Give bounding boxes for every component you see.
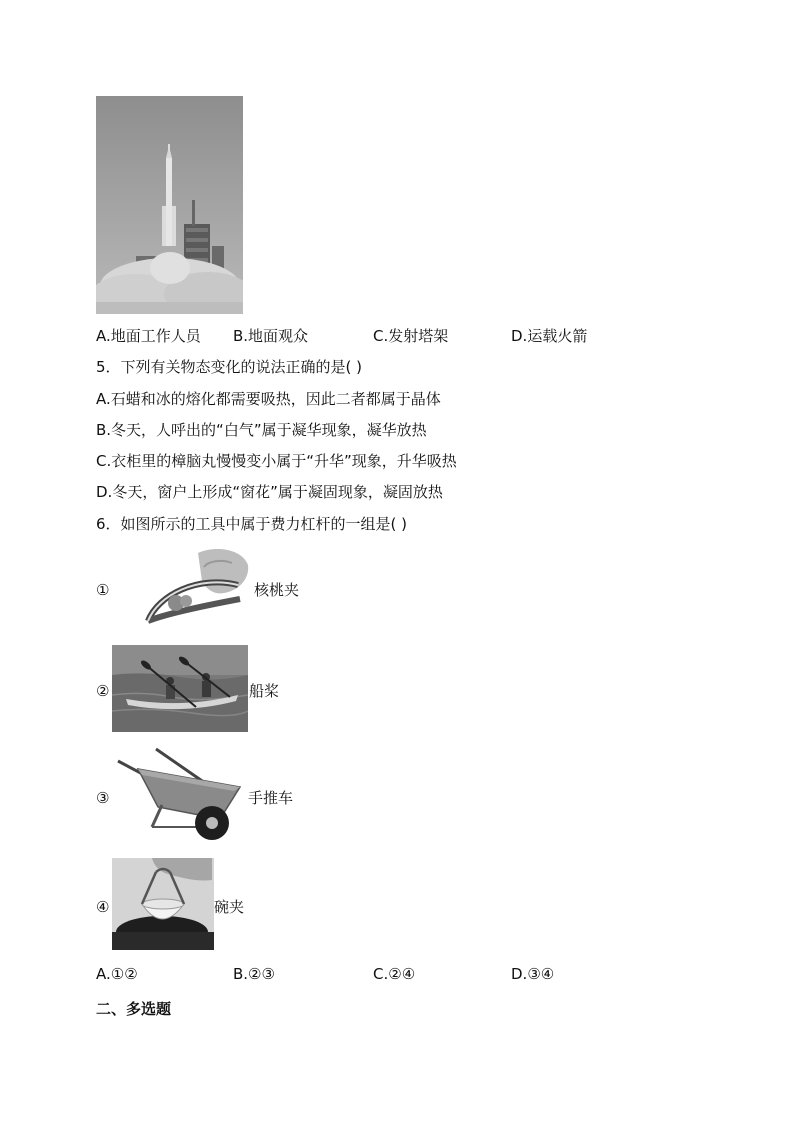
figure-label-4: 碗夹 bbox=[214, 898, 245, 916]
q4-option-a: A.地面工作人员 bbox=[96, 327, 201, 345]
figure-label-3: 手推车 bbox=[248, 789, 294, 807]
q5-option-a: A.石蜡和冰的熔化都需要吸热，因此二者都属于晶体 bbox=[96, 390, 441, 408]
q6-option-b: B.②③ bbox=[233, 965, 275, 983]
q6-option-c: C.②④ bbox=[373, 965, 416, 983]
figure-number-2: ② bbox=[96, 682, 110, 700]
q4-option-b: B.地面观众 bbox=[233, 327, 309, 345]
q6-stem: 6．如图所示的工具中属于费力杠杆的一组是( ) bbox=[96, 515, 408, 533]
q5-option-b: B.冬天，人呼出的“白气”属于凝华现象，凝华放热 bbox=[96, 421, 427, 439]
q4-option-d: D.运载火箭 bbox=[511, 327, 588, 345]
figure-number-1: ① bbox=[96, 581, 110, 599]
figure-number-4: ④ bbox=[96, 898, 110, 916]
q6-option-d: D.③④ bbox=[511, 965, 555, 983]
q5-stem: 5．下列有关物态变化的说法正确的是( ) bbox=[96, 358, 363, 376]
bowl-clamp-photo bbox=[112, 858, 214, 950]
q5-option-d: D.冬天，窗户上形成“窗花”属于凝固现象，凝固放热 bbox=[96, 483, 443, 501]
figure-label-1: 核桃夹 bbox=[254, 581, 300, 599]
figure-number-3: ③ bbox=[96, 789, 110, 807]
q5-option-c: C.衣柜里的樟脑丸慢慢变小属于“升华”现象，升华吸热 bbox=[96, 452, 457, 470]
q6-option-a: A.①② bbox=[96, 965, 138, 983]
wheelbarrow-photo bbox=[112, 745, 246, 843]
rocket-launch-photo bbox=[96, 96, 243, 314]
walnut-cracker-photo bbox=[138, 545, 250, 627]
q4-option-c: C.发射塔架 bbox=[373, 327, 449, 345]
section-heading: 二、多选题 bbox=[96, 1000, 172, 1018]
kayak-paddle-photo bbox=[112, 645, 248, 732]
figure-label-2: 船桨 bbox=[249, 682, 280, 700]
